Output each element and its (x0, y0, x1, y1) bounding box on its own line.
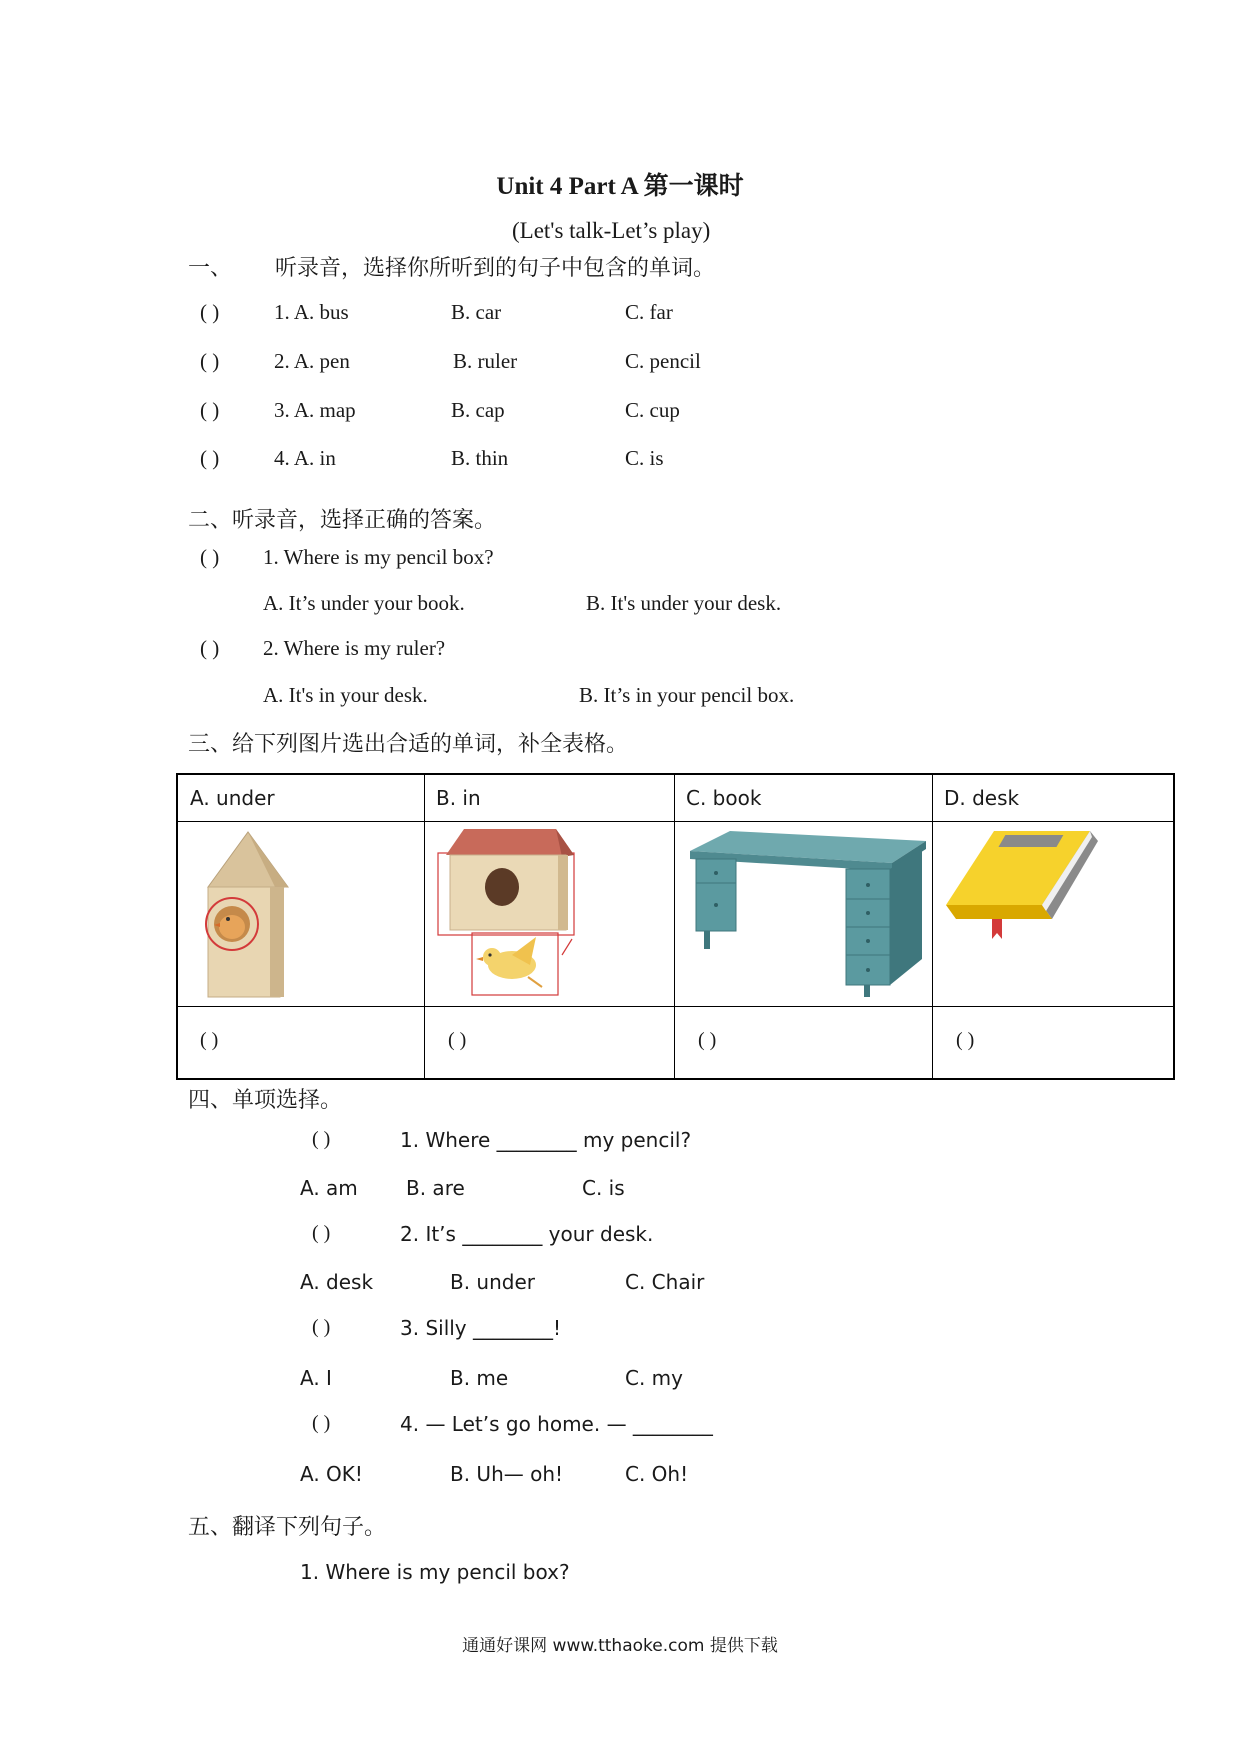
section3-heading: 三、给下列图片选出合适的单词，补全表格。 (188, 732, 629, 757)
answer-paren[interactable]: ( ) (312, 1222, 331, 1244)
option-a: A. desk (300, 1270, 374, 1294)
word-label-c: C. book (686, 786, 762, 810)
option-a: A. It’s under your book. (263, 591, 465, 615)
question-text: 2. Where is my ruler? (263, 636, 446, 660)
option-c: C. Oh! (625, 1462, 689, 1486)
page-title: Unit 4 Part A 第一课时 (496, 173, 744, 200)
question-text: 1. Where ________ my pencil? (400, 1128, 692, 1152)
option-a: A. I (300, 1366, 332, 1390)
option-a: A. It's in your desk. (263, 683, 428, 707)
answer-paren[interactable]: ( ) (200, 1029, 219, 1051)
question-text: 1. A. bus (274, 300, 349, 324)
answer-paren[interactable]: ( ) (200, 349, 220, 373)
page-subtitle: (Let's talk-Let’s play) (512, 218, 711, 243)
table-divider (178, 821, 1173, 822)
question-text: 4. A. in (274, 446, 336, 470)
picture-word-table (176, 773, 1175, 1080)
answer-paren[interactable]: ( ) (312, 1316, 331, 1338)
table-divider (178, 1006, 1173, 1007)
word-label-a: A. under (190, 786, 275, 810)
option-b: B. under (450, 1270, 536, 1294)
question-text: 3. Silly ________! (400, 1316, 562, 1340)
option-c: C. far (625, 300, 673, 324)
question-text: 1. Where is my pencil box? (300, 1560, 570, 1584)
answer-paren[interactable]: ( ) (698, 1029, 717, 1051)
option-c: C. Chair (625, 1270, 705, 1294)
book-icon (942, 827, 1102, 955)
option-a: A. am (300, 1176, 358, 1200)
option-b: B. It's under your desk. (586, 591, 782, 615)
option-b: B. thin (451, 446, 509, 470)
section4-heading: 四、单项选择。 (188, 1088, 343, 1113)
option-b: B. It’s in your pencil box. (579, 683, 795, 707)
question-text: 4. — Let’s go home. — ________ (400, 1412, 713, 1436)
option-b: B. ruler (453, 349, 518, 373)
answer-paren[interactable]: ( ) (956, 1029, 975, 1051)
desk-icon (686, 827, 928, 997)
word-label-d: D. desk (944, 786, 1020, 810)
section1-heading: 听录音，选择你所听到的句子中包含的单词。 (275, 256, 716, 281)
section1-number: 一、 (188, 256, 233, 281)
birdhouse-bird-outside-icon (432, 825, 668, 1005)
question-text: 2. A. pen (274, 349, 350, 373)
option-b: B. car (451, 300, 502, 324)
option-b: B. me (450, 1366, 509, 1390)
section5-heading: 五、翻译下列句子。 (188, 1515, 387, 1540)
answer-paren[interactable]: ( ) (200, 398, 220, 422)
answer-paren[interactable]: ( ) (312, 1128, 331, 1150)
option-c: C. is (625, 446, 664, 470)
section2-heading: 二、听录音，选择正确的答案。 (188, 508, 497, 533)
question-text: 1. Where is my pencil box? (263, 545, 494, 569)
option-b: B. Uh— oh! (450, 1462, 564, 1486)
answer-paren[interactable]: ( ) (200, 446, 220, 470)
answer-paren[interactable]: ( ) (200, 300, 220, 324)
answer-paren[interactable]: ( ) (200, 636, 220, 660)
answer-paren[interactable]: ( ) (200, 545, 220, 569)
option-c: C. is (582, 1176, 625, 1200)
word-label-b: B. in (436, 786, 481, 810)
option-c: C. cup (625, 398, 680, 422)
birdhouse-bird-inside-icon (198, 827, 298, 1002)
option-c: C. pencil (625, 349, 701, 373)
question-text: 2. It’s ________ your desk. (400, 1222, 654, 1246)
answer-paren[interactable]: ( ) (312, 1412, 331, 1434)
question-text: 3. A. map (274, 398, 356, 422)
option-b: B. cap (451, 398, 505, 422)
option-b: B. are (406, 1176, 465, 1200)
option-c: C. my (625, 1366, 683, 1390)
option-a: A. OK! (300, 1462, 363, 1486)
answer-paren[interactable]: ( ) (448, 1029, 467, 1051)
footer-credit: 通通好课网 www.tthaoke.com 提供下载 (462, 1636, 778, 1656)
